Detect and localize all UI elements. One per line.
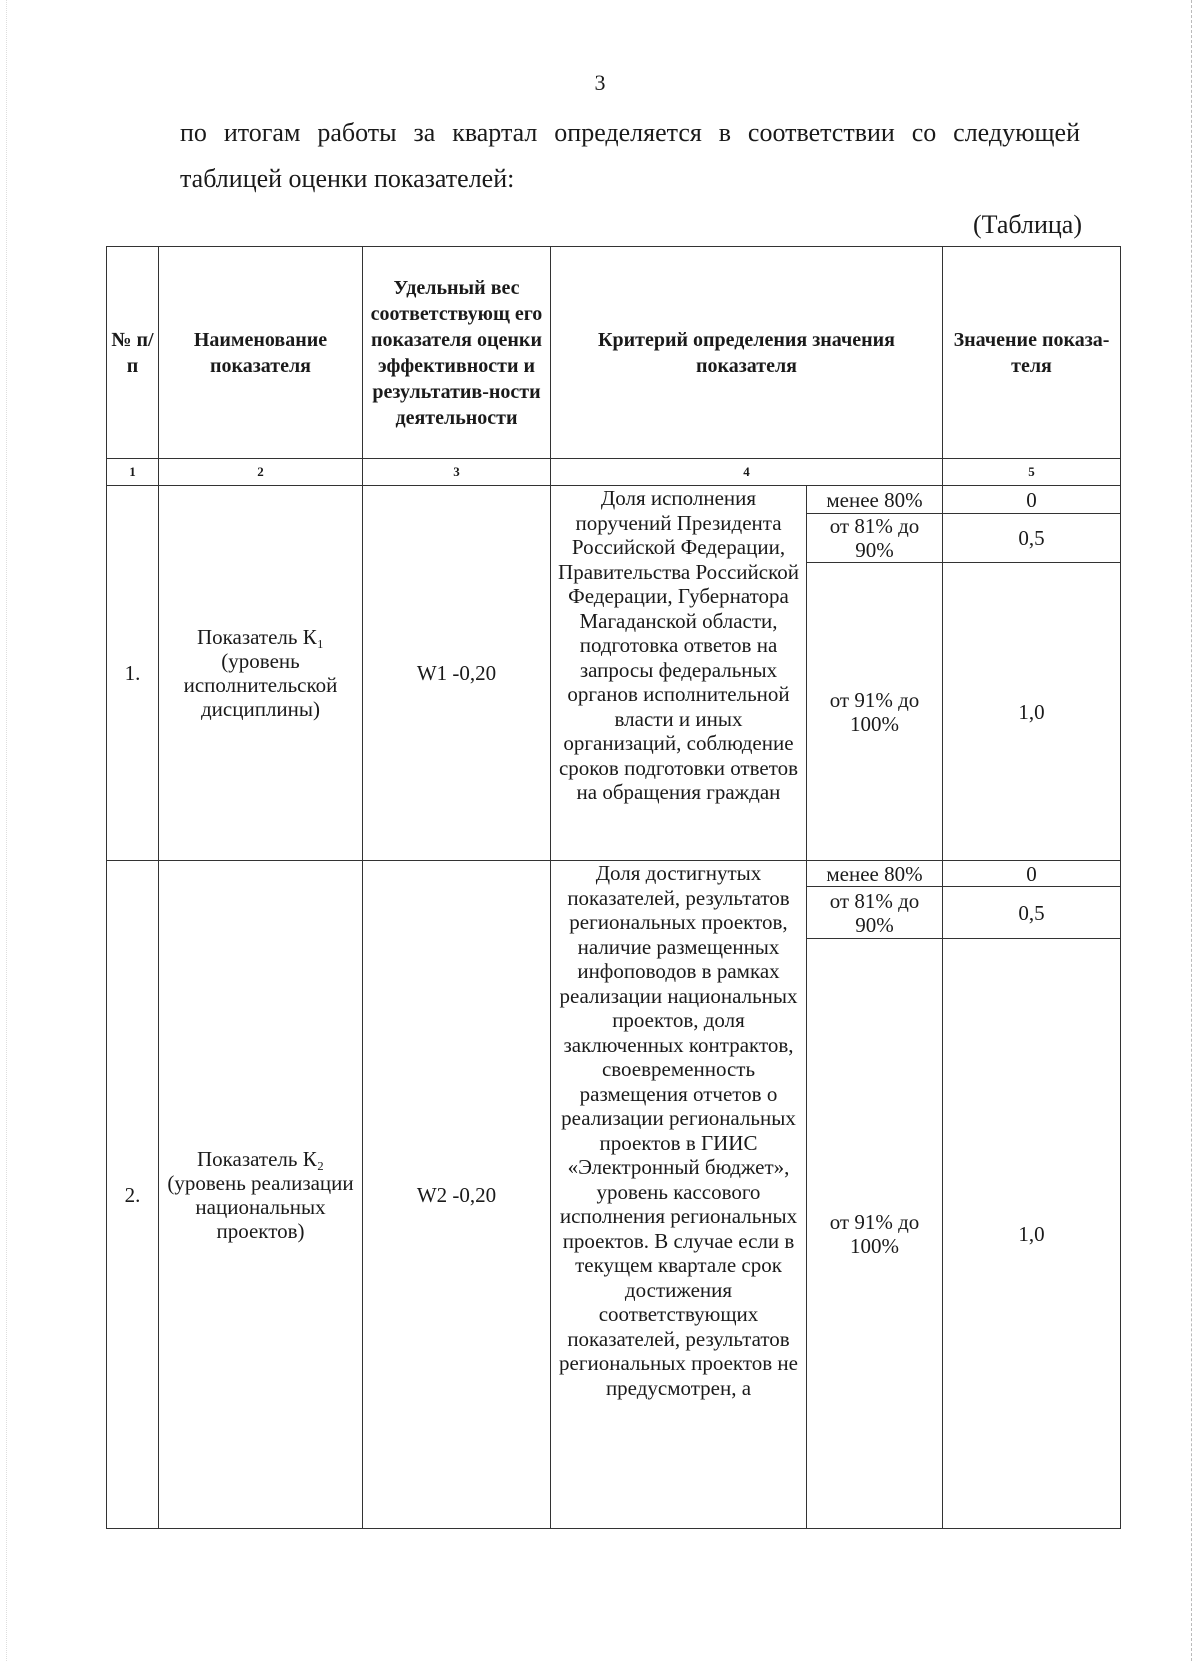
table-label: (Таблица)	[972, 210, 1082, 239]
table-row	[107, 861, 1121, 887]
row-number: 1.	[107, 486, 159, 861]
intro-line-1: по итогам работы за квартал определяется в соответствии со следующей	[180, 118, 1080, 147]
range-cell: менее 80%	[807, 486, 943, 514]
value-cell: 0	[943, 486, 1121, 514]
table-header-row	[107, 247, 1121, 459]
col-number: 3	[363, 459, 551, 486]
header-weight: Удельный вес соответствующ его показателя оценки эффективности и результатив-ности деятельности	[363, 247, 551, 459]
range-cell: от 81% до 90%	[807, 514, 943, 563]
scan-edge-left	[6, 0, 8, 1661]
header-num: № п/п	[107, 247, 159, 459]
value-cell: 0	[943, 861, 1121, 887]
col-number: 1	[107, 459, 159, 486]
column-numbers-row	[107, 459, 1121, 486]
value-cell: 1,0	[943, 563, 1121, 861]
header-criteria: Критерий определения значения показателя	[551, 247, 943, 459]
intro-paragraph	[180, 110, 1080, 202]
indicators-table	[106, 246, 1121, 1529]
value-cell: 1,0	[943, 939, 1121, 1529]
range-cell: от 91% до 100%	[807, 939, 943, 1529]
col-number: 4	[551, 459, 943, 486]
intro-line-2: таблицей оценки показателей:	[180, 164, 515, 193]
value-cell: 0,5	[943, 887, 1121, 939]
value-cell: 0,5	[943, 514, 1121, 563]
range-cell: менее 80%	[807, 861, 943, 887]
range-cell: от 91% до 100%	[807, 563, 943, 861]
page-number: 3	[594, 70, 606, 95]
scan-edge-right	[1190, 0, 1192, 1661]
table-row	[107, 486, 1121, 514]
indicator-weight: W2 -0,20	[363, 861, 551, 1529]
indicator-name: Показатель К₁ (уровень исполнительской дисциплины)	[159, 486, 363, 861]
indicator-weight: W1 -0,20	[363, 486, 551, 861]
col-number: 5	[943, 459, 1121, 486]
header-value: Значение показа-теля	[943, 247, 1121, 459]
row-number: 2.	[107, 861, 159, 1529]
col-number: 2	[159, 459, 363, 486]
range-cell: от 81% до 90%	[807, 887, 943, 939]
indicator-criterion: Доля исполнения поручений Президента Российской Федерации, Правительства Российской Федерации, Губернатора Магаданской области, подготовка ответов на запросы федеральных органов исполнительной власти и иных организаций, соблюдение сроков подготовки ответов на обращения граждан	[551, 486, 807, 861]
indicator-name: Показатель К₂ (уровень реализации национальных проектов)	[159, 861, 363, 1529]
indicator-criterion: Доля достигнутых показателей, результатов региональных проектов, наличие размещенных инфоповодов в рамках реализации национальных проектов, доля заключенных контрактов, своевременность размещения отчетов о реализации региональных проектов в ГИИС «Электронный бюджет», уровень кассового исполнения региональных проектов. В случае если в текущем квартале срок достижения соответствующих показателей, результатов региональных проектов не предусмотрен, а	[551, 861, 807, 1529]
header-name: Наименование показателя	[159, 247, 363, 459]
